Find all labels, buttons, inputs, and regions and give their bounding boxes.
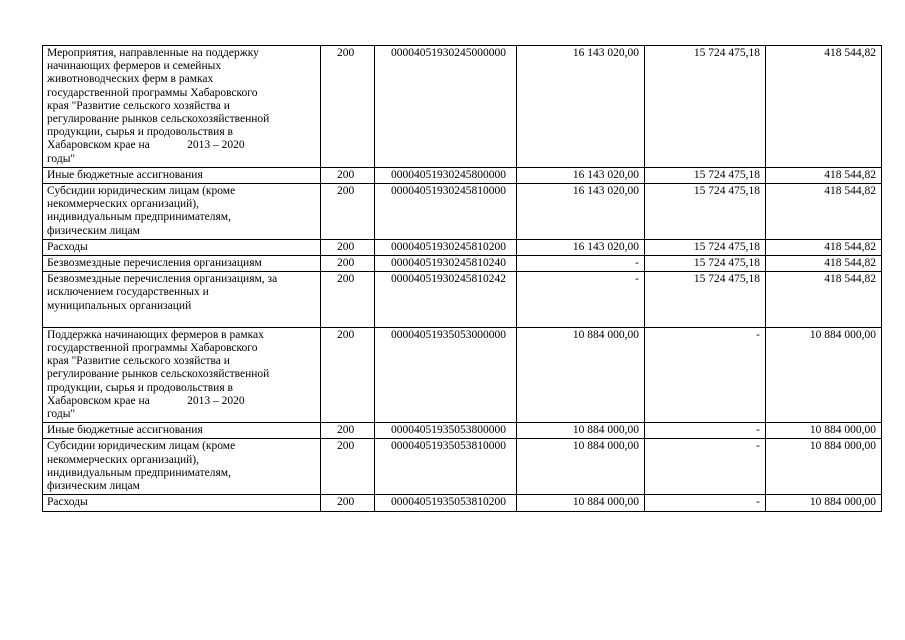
- table-row: [43, 423, 882, 439]
- executed-amount-cell: 15 724 475,18: [645, 167, 766, 183]
- executed-amount-cell: -: [645, 439, 766, 495]
- expense-name-line: края "Развитие сельского хозяйства и: [47, 99, 230, 112]
- expense-name-line: Субсидии юридическим лицам (кроме: [47, 185, 236, 198]
- expense-name-line: индивидуальным предпринимателям,: [47, 211, 231, 224]
- expense-name-line: начинающих фермеров и семейных: [47, 60, 222, 73]
- executed-amount-cell: 15 724 475,18: [645, 239, 766, 255]
- unexecuted-amount-cell: 10 884 000,00: [766, 327, 882, 422]
- expense-name-line: государственной программы Хабаровского: [47, 342, 258, 355]
- table-row: [43, 495, 882, 511]
- table-row: [43, 327, 882, 422]
- expense-name-line: животноводческих ферм в рамках: [47, 73, 214, 86]
- budget-classification-code-cell: 00004051930245810240: [375, 256, 517, 272]
- expense-name-cell: [43, 327, 321, 422]
- expense-name-cell: [43, 495, 321, 511]
- executed-amount-cell: -: [645, 495, 766, 511]
- expense-name-line: государственной программы Хабаровского: [47, 86, 258, 99]
- unexecuted-amount-cell: 10 884 000,00: [766, 495, 882, 511]
- budget-classification-code-cell: 00004051930245810000: [375, 184, 517, 240]
- approved-amount-cell: 16 143 020,00: [517, 239, 645, 255]
- budget-classification-code-cell: 00004051930245000000: [375, 46, 517, 168]
- unexecuted-amount-cell: 10 884 000,00: [766, 439, 882, 495]
- budget-classification-code-cell: 00004051935053810200: [375, 495, 517, 511]
- budget-execution-table: [42, 45, 882, 512]
- approved-amount-cell: 10 884 000,00: [517, 423, 645, 439]
- expense-name-line: муниципальных организаций: [47, 299, 192, 312]
- expense-name-line: исключением государственных и: [47, 286, 209, 299]
- expense-name-line: продукции, сырья и продовольствия в: [47, 381, 233, 394]
- expense-name-line: годы": [47, 152, 76, 165]
- budget-classification-code-cell: 00004051930245810242: [375, 272, 517, 328]
- expense-name-line: некоммерческих организаций),: [47, 453, 200, 466]
- unexecuted-amount-cell: 418 544,82: [766, 167, 882, 183]
- budget-classification-code-cell: 00004051935053800000: [375, 423, 517, 439]
- expense-name-line: физическим лицам: [47, 224, 140, 237]
- expense-name-line: Хабаровском крае на 2013 – 2020: [47, 139, 245, 152]
- budget-classification-code-cell: 00004051935053000000: [375, 327, 517, 422]
- executed-amount-cell: 15 724 475,18: [645, 184, 766, 240]
- expense-name-line: индивидуальным предпринимателям,: [47, 466, 231, 479]
- executed-amount-cell: -: [645, 327, 766, 422]
- line-code-cell: 200: [321, 423, 375, 439]
- expense-name-line: Субсидии юридическим лицам (кроме: [47, 440, 236, 453]
- line-code-cell: 200: [321, 495, 375, 511]
- executed-amount-cell: 15 724 475,18: [645, 272, 766, 328]
- unexecuted-amount-cell: 418 544,82: [766, 256, 882, 272]
- approved-amount-cell: 16 143 020,00: [517, 46, 645, 168]
- approved-amount-cell: 10 884 000,00: [517, 327, 645, 422]
- expense-name-cell: [43, 167, 321, 183]
- expense-name-cell: [43, 272, 321, 328]
- line-code-cell: 200: [321, 439, 375, 495]
- table-row: [43, 184, 882, 240]
- line-code-cell: 200: [321, 46, 375, 168]
- expense-name-line: регулирование рынков сельскохозяйственной: [47, 368, 270, 381]
- approved-amount-cell: 16 143 020,00: [517, 184, 645, 240]
- expense-name-cell: [43, 184, 321, 240]
- line-code-cell: 200: [321, 256, 375, 272]
- expense-name-line: продукции, сырья и продовольствия в: [47, 126, 233, 139]
- executed-amount-cell: 15 724 475,18: [645, 256, 766, 272]
- expense-name-line: некоммерческих организаций),: [47, 198, 200, 211]
- approved-amount-cell: 10 884 000,00: [517, 495, 645, 511]
- line-code-cell: 200: [321, 167, 375, 183]
- expense-name-line: Расходы: [47, 240, 88, 253]
- budget-classification-code-cell: 00004051935053810000: [375, 439, 517, 495]
- approved-amount-cell: 16 143 020,00: [517, 167, 645, 183]
- expense-name-line: физическим лицам: [47, 480, 140, 493]
- table-row: [43, 167, 882, 183]
- table-row: [43, 439, 882, 495]
- table-body: [43, 46, 882, 512]
- expense-name-line: регулирование рынков сельскохозяйственной: [47, 113, 270, 126]
- expense-name-cell: [43, 256, 321, 272]
- unexecuted-amount-cell: 418 544,82: [766, 239, 882, 255]
- line-code-cell: 200: [321, 272, 375, 328]
- expense-name-cell: [43, 239, 321, 255]
- expense-name-cell: [43, 423, 321, 439]
- expense-name-line: Хабаровском крае на 2013 – 2020: [47, 394, 245, 407]
- expense-name-cell: [43, 46, 321, 168]
- expense-name-line: Расходы: [47, 496, 88, 509]
- expense-name-line: края "Развитие сельского хозяйства и: [47, 355, 230, 368]
- expense-name-line: Безвозмездные перечисления организациям, за: [47, 273, 278, 286]
- line-code-cell: 200: [321, 184, 375, 240]
- expense-name-cell: [43, 439, 321, 495]
- approved-amount-cell: -: [517, 272, 645, 328]
- expense-name-line: годы": [47, 408, 76, 421]
- table-row: [43, 272, 882, 328]
- line-code-cell: 200: [321, 239, 375, 255]
- unexecuted-amount-cell: 10 884 000,00: [766, 423, 882, 439]
- expense-name-line: Мероприятия, направленные на поддержку: [47, 47, 259, 59]
- budget-classification-code-cell: 00004051930245800000: [375, 167, 517, 183]
- unexecuted-amount-cell: 418 544,82: [766, 46, 882, 168]
- executed-amount-cell: -: [645, 423, 766, 439]
- approved-amount-cell: -: [517, 256, 645, 272]
- budget-classification-code-cell: 00004051930245810200: [375, 239, 517, 255]
- executed-amount-cell: 15 724 475,18: [645, 46, 766, 168]
- table-row: [43, 46, 882, 168]
- expense-name-line: Иные бюджетные ассигнования: [47, 424, 203, 437]
- approved-amount-cell: 10 884 000,00: [517, 439, 645, 495]
- expense-name-line: Безвозмездные перечисления организациям: [47, 257, 262, 270]
- expense-name-line: Поддержка начинающих фермеров в рамках: [47, 328, 264, 341]
- expense-name-line: Иные бюджетные ассигнования: [47, 168, 203, 181]
- table-row: [43, 256, 882, 272]
- unexecuted-amount-cell: 418 544,82: [766, 184, 882, 240]
- table-row: [43, 239, 882, 255]
- line-code-cell: 200: [321, 327, 375, 422]
- unexecuted-amount-cell: 418 544,82: [766, 272, 882, 328]
